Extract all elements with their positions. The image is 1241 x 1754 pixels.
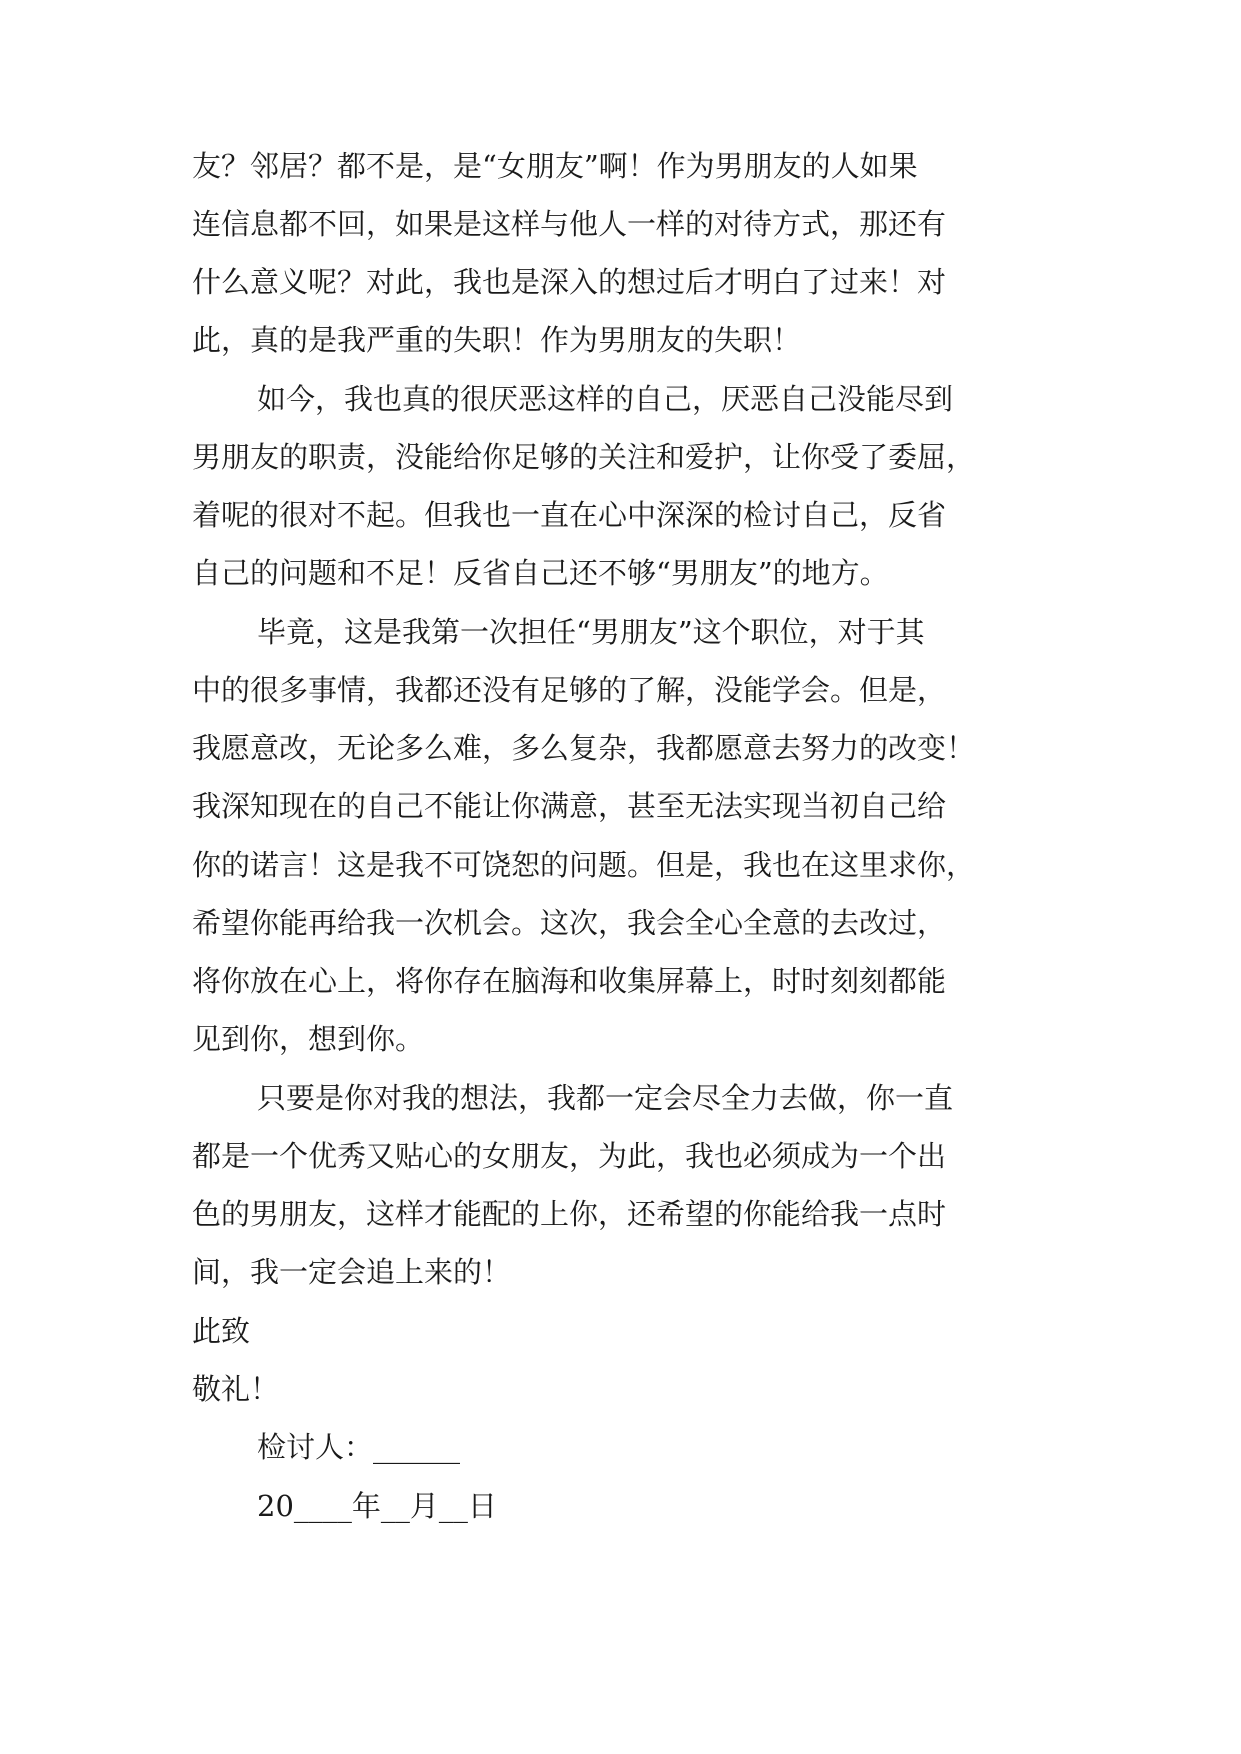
paragraph-line: 你的诺言！这是我不可饶恕的问题。但是，我也在这里求你， — [192, 848, 976, 882]
paragraph-line: 见到你，想到你。 — [192, 1022, 425, 1056]
paragraph-line: 间，我一定会追上来的！ — [192, 1255, 512, 1289]
paragraph-line: 此，真的是我严重的失职！作为男朋友的失职！ — [192, 323, 802, 357]
date-line: 20____年__月__日 — [257, 1489, 497, 1523]
closing-regards: 敬礼！ — [192, 1372, 280, 1406]
paragraph-line: 如今，我也真的很厌恶这样的自己，厌恶自己没能尽到 — [257, 382, 954, 416]
paragraph-line: 将你放在心上，将你存在脑海和收集屏幕上，时时刻刻都能 — [192, 964, 947, 998]
paragraph-line: 友？邻居？都不是，是“女朋友”啊！作为男朋友的人如果 — [192, 149, 918, 183]
paragraph-line: 着呢的很对不起。但我也一直在心中深深的检讨自己，反省 — [192, 498, 947, 532]
paragraph-line: 只要是你对我的想法，我都一定会尽全力去做，你一直 — [257, 1081, 954, 1115]
paragraph-line: 色的男朋友，这样才能配的上你，还希望的你能给我一点时 — [192, 1197, 947, 1231]
paragraph-line: 中的很多事情，我都还没有足够的了解，没能学会。但是， — [192, 673, 947, 707]
paragraph-line: 我愿意改，无论多么难，多么复杂，我都愿意去努力的改变！ — [192, 731, 976, 765]
paragraph-line: 毕竟，这是我第一次担任“男朋友”这个职位，对于其 — [257, 615, 925, 649]
paragraph-line: 希望你能再给我一次机会。这次，我会全心全意的去改过， — [192, 906, 947, 940]
paragraph-line: 什么意义呢？对此，我也是深入的想过后才明白了过来！对 — [192, 265, 947, 299]
signature-line: 检讨人：______ — [257, 1430, 461, 1464]
closing-salutation: 此致 — [192, 1314, 251, 1348]
paragraph-line: 连信息都不回，如果是这样与他人一样的对待方式，那还有 — [192, 207, 947, 241]
paragraph-line: 我深知现在的自己不能让你满意，甚至无法实现当初自己给 — [192, 789, 947, 823]
paragraph-line: 自己的问题和不足！反省自己还不够“男朋友”的地方。 — [192, 556, 889, 590]
paragraph-line: 都是一个优秀又贴心的女朋友，为此，我也必须成为一个出 — [192, 1139, 947, 1173]
paragraph-line: 男朋友的职责，没能给你足够的关注和爱护，让你受了委屈， — [192, 440, 976, 474]
